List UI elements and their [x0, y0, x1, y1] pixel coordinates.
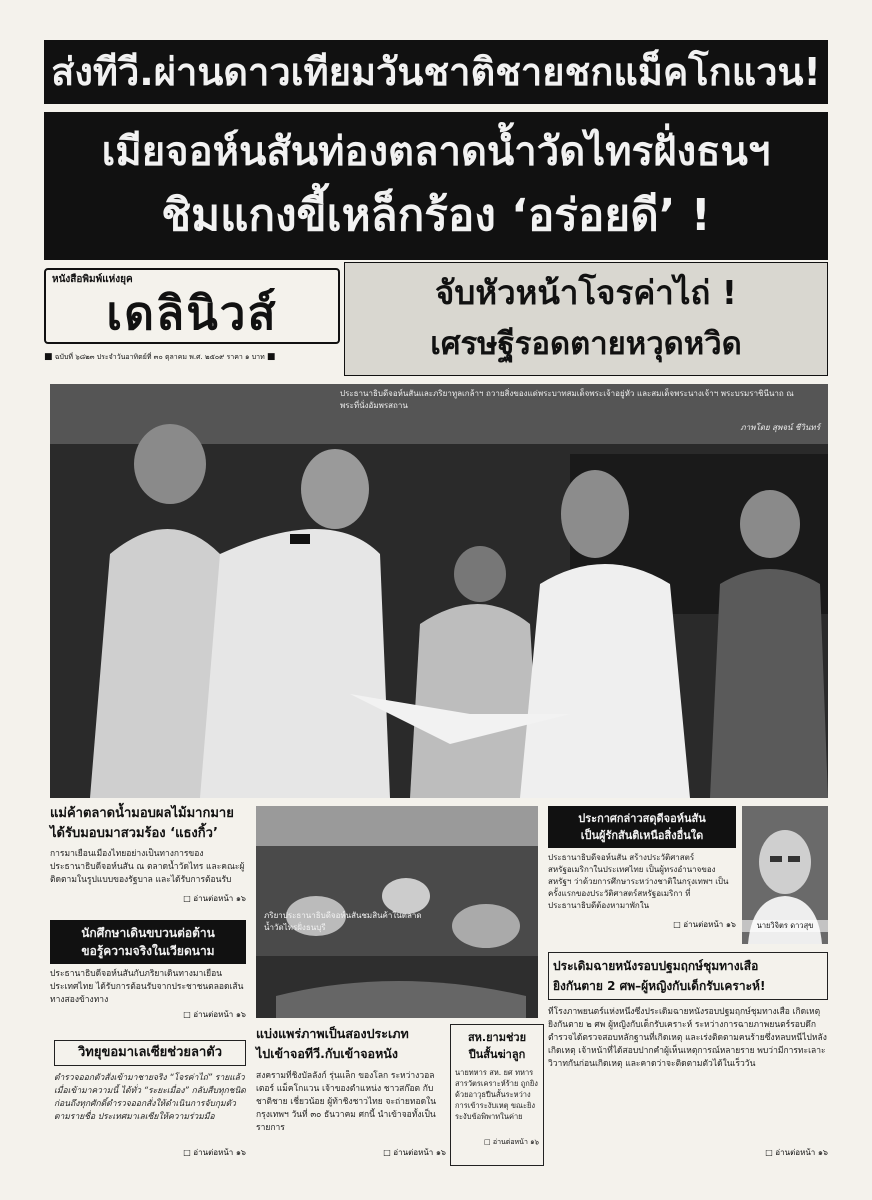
square-bullet-icon: ■ — [44, 352, 53, 362]
story-ngo-body: นายทหาร สห. ยศ ทหาร สารวัตรเคราะห์ร้าย ถูกยิงด้วยอาวุธปืนสั้นระหว่างการเข้าระงับเหตุ ขณะยิงระงับข้อพิพาทในค่าย — [455, 1068, 538, 1121]
story-radio-more[interactable] — [54, 1146, 246, 1159]
story-market-body: การมาเยือนเมืองไทยอย่างเป็นทางการของประธานาธิบดีจอห์นสัน ณ ตลาดน้ำวัดไทร และคณะผู้ติดตามในรูปแบบของรัฐบาล และได้รับการต้อนรับ — [50, 849, 245, 885]
story-ngo-title-2[interactable]: ปืนสั้นฆ่าลูก — [468, 1048, 526, 1061]
story-announce-title-block — [548, 806, 736, 848]
read-more-link[interactable]: อ่านต่อหน้า ๑๖ — [775, 1148, 828, 1157]
read-more-link[interactable]: อ่านต่อหน้า ๑๖ — [193, 894, 246, 903]
read-more-link[interactable]: อ่านต่อหน้า ๑๖ — [193, 1148, 246, 1157]
masthead — [44, 268, 340, 368]
square-bullet-icon: □ — [484, 1138, 493, 1146]
story-market — [50, 804, 246, 914]
story-announce — [548, 806, 736, 948]
read-more-link[interactable]: อ่านต่อหน้า ๑๖ — [492, 1138, 539, 1146]
square-bullet-icon: □ — [183, 1010, 194, 1019]
story-market-more[interactable] — [50, 892, 246, 905]
story-announce-more[interactable] — [548, 918, 736, 931]
story-protest-title-block — [50, 920, 246, 964]
main-photo — [50, 384, 828, 798]
main-photo-credit: ภาพโดย สุพจน์ ชีวินทร์ — [740, 423, 820, 432]
square-bullet-icon: □ — [383, 1148, 394, 1157]
issue-info: ฉบับที่ ๖๘๒๓ ประจำวันอาทิตย์ที่ ๓๐ ตุลาคม พ.ศ. ๒๕๐๙ ราคา ๑ บาท — [54, 353, 265, 361]
square-bullet-icon: ■ — [266, 352, 276, 362]
story-protest-title-2[interactable]: ขอรู้ความจริงในเวียดนาม — [81, 944, 215, 958]
portrait-caption: นายวิจิตร ดาวสุข — [742, 920, 828, 932]
main-headline-block — [44, 112, 828, 260]
side-headline-line1[interactable]: จับหัวหน้าโจรค่าไถ่ ! — [435, 273, 737, 312]
story-film-title-2[interactable]: ยิงกันตาย 2 ศพ–ผู้หญิงกับเด็กรับเคราะห์! — [553, 979, 766, 993]
main-headline-line1[interactable]: เมียจอห์นสันท่องตลาดน้ำวัดไทรฝั่งธนฯ — [101, 129, 771, 175]
story-ngo-more[interactable] — [455, 1137, 539, 1148]
market-photo-caption: ภริยาประธานาธิบดีจอห์นสันชมสินค้าในตลาดน้ำวัดไทรฝั่งธนบุรี — [264, 911, 422, 932]
main-headline-line2[interactable]: ชิมแกงขี้เหล็กร้อง ‘อร่อยดี’ ! — [161, 190, 711, 241]
story-announce-body: ประธานาธิบดีจอห์นสัน สร้างประวัติศาสตร์ สหรัฐอเมริกาในประเทศไทย เป็นผู้ทรงอำนาจของสหรัฐฯ ว่าด้วยการศึกษาระหว่างชาติในกรุงเทพฯ เป็นครั้งแรกของประวัติศาสตร์สหรัฐอเมริกา ที่ประธานาธิบดีต้องหามาพักใน — [548, 853, 729, 910]
story-radio-title[interactable]: วิทยุขอมาเลเซียช่วยลาตัว — [77, 1045, 223, 1060]
story-announce-title-2[interactable]: เป็นผู้รักสันติเหนือสิ่งอื่นใด — [580, 829, 704, 842]
market-photo — [256, 806, 538, 1018]
story-radio-title-box — [54, 1040, 246, 1066]
story-tv — [256, 1024, 446, 1166]
portrait-photo — [742, 806, 828, 944]
story-film-body: ที่โรงภาพยนตร์แห่งหนึ่งซึ่งประเดิมฉายหนังรอบปฐมฤกษ์ชุมทางเสือ เกิดเหตุยิงกันตาย ๒ ศพ ผู้หญิงกับเด็กรับเคราะห์ ระหว่างการฉายภาพยนตร์รอบดึก ตำรวจได้ตรวจสอบหลักฐานที่เกิดเหตุ และเร่งติดตามคนร้ายซึ่งหลบหนีไปหลังเกิดเหตุ เจ้าหน้าที่ได้สอบปากคำผู้เห็นเหตุการณ์หลายราย พบว่ามีการทะเลาะวิวาทกันก่อนเกิดเหตุ และคาดว่าจะติดตามตัวได้ในเร็ววัน — [548, 1007, 827, 1069]
story-tv-body: สงครามที่ชิงบัลลังก์ รุ่นแล็ก ของโลก ระหว่างวอลเตอร์ แม็คโกแวน เจ้าของตำแหน่ง ชาวสก๊อต กับ ชาติชาย เชี่ยวน้อย ผู้ท้าชิงชาวไทย จะถ่ายทอดในกรุงเทพฯ วันที่ ๓๐ ธันวาคม ศกนี้ นำเข้าจอทั้งเป็นรายการ — [256, 1071, 437, 1133]
masthead-tagline: หนังสือพิมพ์แห่งยุค — [52, 274, 133, 285]
story-protest — [50, 920, 246, 1030]
story-announce-title-1[interactable]: ประกาศกล่าวสดุดีจอห์นสัน — [578, 812, 706, 825]
read-more-link[interactable]: อ่านต่อหน้า ๑๖ — [683, 920, 736, 929]
story-film-title-1[interactable]: ประเดิมฉายหนังรอบปฐมฤกษ์ชุมทางเสือ — [553, 959, 759, 973]
read-more-link[interactable]: อ่านต่อหน้า ๑๖ — [193, 1010, 246, 1019]
side-headline-line2[interactable]: เศรษฐีรอดตายหวุดหวิด — [430, 326, 742, 362]
side-headline-block — [344, 262, 828, 376]
issue-line — [44, 350, 340, 364]
square-bullet-icon: □ — [183, 894, 194, 903]
story-ngo — [450, 1024, 544, 1166]
story-ngo-title-1[interactable]: สห.ยามช่วย — [467, 1031, 527, 1044]
story-tv-more[interactable] — [256, 1146, 446, 1159]
masthead-logo — [44, 268, 340, 344]
top-banner-headline[interactable]: ส่งทีวี.ผ่านดาวเทียมวันชาติชายชกแม็คโกแวน! — [44, 40, 828, 104]
square-bullet-icon: □ — [673, 920, 684, 929]
square-bullet-icon: □ — [183, 1148, 194, 1157]
story-film-title-box — [548, 952, 828, 1000]
story-tv-title-2[interactable]: ไปเข้าจอทีวี.กับเข้าจอหนัง — [256, 1046, 398, 1061]
story-protest-more[interactable] — [50, 1008, 246, 1021]
story-protest-title-1[interactable]: นักศึกษาเดินขบวนต่อต้าน — [81, 926, 215, 940]
story-film — [548, 952, 828, 1168]
story-film-more[interactable] — [548, 1146, 828, 1159]
main-photo-caption: ประธานาธิบดีจอห์นสันและภริยาทูลเกล้าฯ ถวายสิ่งของแด่พระบาทสมเด็จพระเจ้าอยู่หัว และสมเด็จพระนางเจ้าฯ พระบรมราชินีนาถ ณ พระที่นั่งอัมพรสถาน — [340, 389, 794, 410]
story-protest-body: ประธานาธิบดีจอห์นสันกับภริยาเดินทางมาเยือนประเทศไทย ได้รับการต้อนรับจากประชาชนตลอดเส้นทางสองข้างทาง — [50, 969, 244, 1005]
square-bullet-icon: □ — [765, 1148, 776, 1157]
read-more-link[interactable]: อ่านต่อหน้า ๑๖ — [393, 1148, 446, 1157]
story-market-title-1[interactable]: แม่ค้าตลาดน้ำมอบผลไม้มากมาย — [50, 806, 234, 821]
story-radio — [54, 1040, 246, 1166]
story-tv-title-1[interactable]: แบ่งแพร่ภาพเป็นสองประเภท — [256, 1026, 409, 1041]
story-radio-body: ตำรวจออกตัวสั่งเข้ามาชายจริง “โจรค่าไถ่” รายแล้วเมื่อเข้ามาความนี้ ได้ทั่ว “ระยะเมื่อง” กลับสืบทุกชนิดก่อนถึงทุกศักดิ์ตำรวจออกสั่งให้ดำเนินการจับกุมตัวตามรายชื่อ ประเทศมาเลเซียให้ความร่วมมือ — [54, 1073, 246, 1122]
story-market-title-2[interactable]: ได้รับมอบมาสวมร้อง ‘แธงกิ้ว’ — [50, 826, 218, 841]
masthead-name: เดลินิวส์ — [106, 286, 278, 340]
main-photo-image — [50, 384, 828, 798]
